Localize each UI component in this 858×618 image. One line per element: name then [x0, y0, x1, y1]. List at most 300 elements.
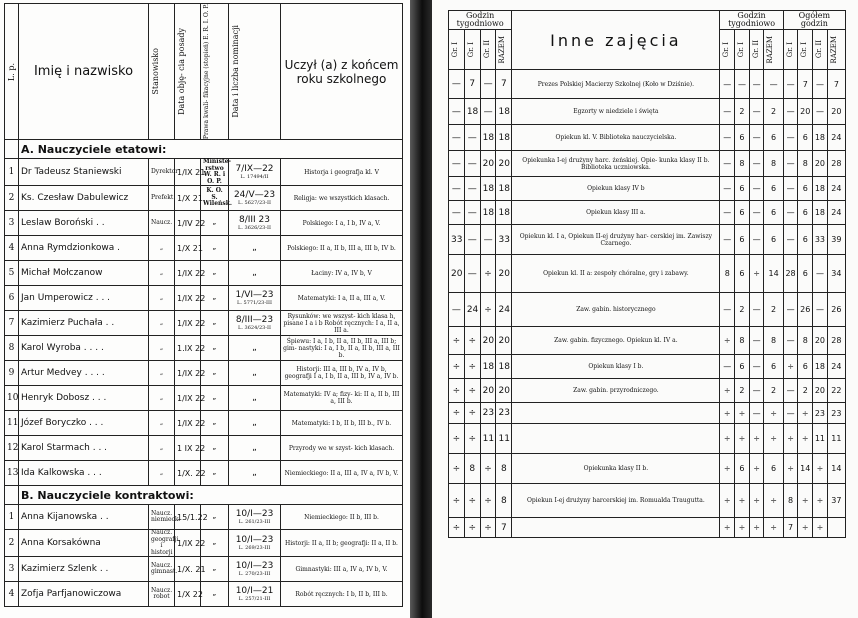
hours-row — [449, 125, 846, 151]
hours-row — [449, 255, 846, 293]
start-date: 1/X. 21 — [175, 557, 201, 582]
hours-cell-h: 6 — [764, 454, 783, 484]
hours-cell-j: 6 — [798, 177, 813, 201]
sub-header-left-1 — [464, 30, 480, 70]
nomination-number: L. 257/21-III — [238, 595, 271, 602]
hours-cell-h: ÷ — [764, 518, 783, 538]
hours-cell-g: — — [749, 379, 764, 403]
hours-cell-e: — — [720, 125, 735, 151]
nomination-date: „ — [252, 367, 257, 378]
sub-header-mid-2-label: Gr. II — [751, 40, 760, 59]
hours-row — [449, 327, 846, 355]
nomination-number: L. 17494/II — [240, 173, 269, 180]
hours-cell-i: — — [783, 151, 798, 177]
hours-cell-l: 28 — [827, 151, 845, 177]
table-row — [5, 159, 403, 186]
teacher-position: „ — [149, 361, 175, 386]
nomination-cell — [229, 505, 281, 530]
hours-cell-j: 6 — [798, 125, 813, 151]
activity-description: Opiekun kl. I a, Opiekun II-ej drużyny har- cerskiej im. Zawiszy Czarnego. — [512, 225, 720, 255]
hours-cell-i: — — [783, 327, 798, 355]
hours-cell-h: 6 — [764, 225, 783, 255]
teacher-position: „ — [149, 436, 175, 461]
hours-cell-k: — — [813, 70, 828, 99]
hours-cell-l: 34 — [827, 255, 845, 293]
nomination-cell — [229, 236, 281, 261]
hours-cell-b: ÷ — [464, 403, 480, 424]
row-number: 13 — [5, 461, 19, 486]
nomination-date: „ — [252, 342, 257, 353]
hours-cell-l: 23 — [827, 403, 845, 424]
nomination-date: 1/VI—23 — [235, 289, 274, 300]
hours-cell-i: — — [783, 225, 798, 255]
subjects-taught: Matematyki: I a, II a, III a, V. — [281, 286, 403, 311]
activity-description: Opiekun klasy IV b — [512, 177, 720, 201]
table-row — [5, 286, 403, 311]
hours-cell-a: — — [449, 293, 465, 327]
hours-cell-h: 2 — [764, 379, 783, 403]
hours-cell-k: 23 — [813, 403, 828, 424]
hours-cell-c: 23 — [480, 403, 496, 424]
hours-cell-b: — — [464, 177, 480, 201]
section-b-heading — [5, 486, 403, 505]
nomination-date: „ — [252, 242, 257, 253]
hours-cell-k: — — [813, 293, 828, 327]
hours-cell-d: 33 — [496, 225, 512, 255]
subjects-taught: Niemieckiego: II a, III a, IV a, IV b, V. — [281, 461, 403, 486]
subjects-taught: Polskiego: I a, I b, IV a, V. — [281, 211, 403, 236]
hours-cell-a: ÷ — [449, 454, 465, 484]
hours-cell-g: — — [749, 403, 764, 424]
teacher-name: Anna Kijanowska . . — [19, 505, 149, 530]
row-number: 3 — [5, 557, 19, 582]
sub-header-left-0 — [449, 30, 465, 70]
nomination-cell — [229, 411, 281, 436]
section-lp-cell — [5, 486, 19, 505]
hours-cell-e: — — [720, 355, 735, 379]
nomination-number: L. 3624/23-II — [238, 324, 271, 331]
hours-cell-h: 6 — [764, 355, 783, 379]
hours-cell-b: — — [464, 201, 480, 225]
sub-header-left-2-label: Gr. II — [482, 40, 491, 59]
hours-cell-f: 2 — [735, 293, 750, 327]
hours-cell-h: 8 — [764, 327, 783, 355]
hours-cell-f: 8 — [735, 327, 750, 355]
hours-cell-b: — — [464, 151, 480, 177]
row-number: 7 — [5, 311, 19, 336]
hours-cell-b: ÷ — [464, 518, 480, 538]
hours-cell-c: 20 — [480, 151, 496, 177]
hours-row — [449, 518, 846, 538]
hours-cell-l: 24 — [827, 201, 845, 225]
activity-description — [512, 424, 720, 454]
hours-cell-l: 22 — [827, 379, 845, 403]
activity-description: Zaw. gabin. historycznego — [512, 293, 720, 327]
hours-cell-a: 33 — [449, 225, 465, 255]
qualification: „ — [201, 411, 229, 436]
hours-cell-e: — — [720, 70, 735, 99]
hours-cell-g: — — [749, 151, 764, 177]
hours-cell-c: 20 — [480, 327, 496, 355]
qualification: „ — [201, 261, 229, 286]
hours-cell-f: 6 — [735, 454, 750, 484]
teacher-position: Naucz. niemieck. — [149, 505, 175, 530]
hours-cell-d: 18 — [496, 99, 512, 125]
activity-description: Opiekun kl. V. Biblioteka nauczycielska. — [512, 125, 720, 151]
row-number: 2 — [5, 186, 19, 211]
hours-cell-d: 8 — [496, 454, 512, 484]
hours-cell-g: — — [749, 70, 764, 99]
header-data-objecia: Data obję- cia posady — [175, 4, 201, 140]
row-number: 1 — [5, 505, 19, 530]
table-row — [5, 582, 403, 607]
hours-cell-d: 20 — [496, 151, 512, 177]
section-title: B. Nauczyciele kontraktowi: — [19, 486, 403, 505]
hours-cell-k: 18 — [813, 201, 828, 225]
teacher-name: Henryk Dobosz . . . — [19, 386, 149, 411]
teachers-table — [4, 3, 403, 607]
hours-cell-k: 18 — [813, 355, 828, 379]
nomination-number: L. 5771/23-III — [237, 299, 272, 306]
hours-cell-i: 28 — [783, 255, 798, 293]
sub-header-right-3 — [827, 30, 845, 70]
hours-cell-f: 2 — [735, 379, 750, 403]
nomination-date: 8/III 23 — [238, 214, 271, 225]
sub-header-right-0-label: Gr. I — [785, 41, 794, 58]
hours-cell-j: 6 — [798, 355, 813, 379]
hours-cell-g: ÷ — [749, 255, 764, 293]
header-prawa: Prawa kwali- fikacyjne (stopień) E. R. I. O. P. — [201, 4, 229, 140]
hours-row — [449, 70, 846, 99]
subjects-taught: Polskiego: II a, II b, III a, III b, IV b. — [281, 236, 403, 261]
nomination-date: „ — [252, 392, 257, 403]
teacher-name: Karol Wyroba . . . . — [19, 336, 149, 361]
nomination-date: „ — [252, 442, 257, 453]
hours-cell-g: — — [749, 293, 764, 327]
hours-cell-d: 18 — [496, 355, 512, 379]
nomination-number: L. 269/23-III — [238, 544, 271, 551]
start-date: 1 IX 22 — [175, 436, 201, 461]
hours-cell-i: — — [783, 99, 798, 125]
row-number: 3 — [5, 211, 19, 236]
qualification: Ministe- rstwo W. R. i O. P. — [201, 159, 229, 186]
hours-row — [449, 379, 846, 403]
hours-row — [449, 403, 846, 424]
nomination-date: 10/I—21 — [235, 585, 274, 596]
hours-cell-g: — — [749, 177, 764, 201]
teacher-name: Leslaw Boroński . . — [19, 211, 149, 236]
hours-cell-l: 14 — [827, 454, 845, 484]
hours-cell-c: 18 — [480, 125, 496, 151]
sub-header-mid-2 — [749, 30, 764, 70]
header-godzin-tyg-2: Godzin tygodniowo — [720, 11, 783, 30]
hours-cell-i: ÷ — [783, 355, 798, 379]
hours-cell-j: 20 — [798, 99, 813, 125]
teacher-position: Naucz. gimnast. — [149, 557, 175, 582]
start-date: 1/IX 22 — [175, 311, 201, 336]
nomination-number: L. 5627/23-II — [238, 199, 271, 206]
teacher-position: Naucz. geografji i historji — [149, 530, 175, 557]
activity-description: Opiekun kl. II a: zespoły chóralne, gry i zabawy. — [512, 255, 720, 293]
hours-cell-e: ÷ — [720, 484, 735, 518]
qualification: „ — [201, 461, 229, 486]
hours-cell-c: 11 — [480, 424, 496, 454]
subjects-taught: Historji: III a, III b, IV a, IV b, geografji I a, I b, II a, III b, IV a, IV b. — [281, 361, 403, 386]
teacher-position: Naucz. robot — [149, 582, 175, 607]
qualification: K. O. S. Wileńsk. — [201, 186, 229, 211]
hours-cell-l: 26 — [827, 293, 845, 327]
subjects-taught: Historja i geografja kl. V — [281, 159, 403, 186]
row-number: 8 — [5, 336, 19, 361]
hours-cell-e: ÷ — [720, 379, 735, 403]
hours-cell-d: 23 — [496, 403, 512, 424]
hours-cell-a: ÷ — [449, 327, 465, 355]
sub-header-left-3-label: RAZEM — [498, 35, 507, 64]
hours-cell-b: 24 — [464, 293, 480, 327]
sub-header-right-2 — [813, 30, 828, 70]
teacher-name: Józef Boryczko . . . — [19, 411, 149, 436]
hours-cell-a: — — [449, 201, 465, 225]
qualification: „ — [201, 530, 229, 557]
sub-header-right-1-label: Gr. I — [800, 41, 809, 58]
header-stanowisko: Stanowisko — [149, 4, 175, 140]
subjects-taught: Matematyki: IV a; fizy- ki: II a, II b, III a, III b. — [281, 386, 403, 411]
hours-cell-g: ÷ — [749, 424, 764, 454]
nomination-date: 7/IX—22 — [235, 163, 274, 174]
table-row — [5, 557, 403, 582]
table-row — [5, 436, 403, 461]
hours-cell-e: — — [720, 293, 735, 327]
nomination-cell — [229, 159, 281, 186]
header-ogolem: Ogółem godzin — [783, 11, 845, 30]
table-row — [5, 411, 403, 436]
teacher-name: Ida Kalkowska . . . — [19, 461, 149, 486]
nomination-date: 8/III—23 — [235, 314, 274, 325]
qualification: „ — [201, 311, 229, 336]
nomination-cell — [229, 530, 281, 557]
hours-cell-a: ÷ — [449, 403, 465, 424]
table-row — [5, 211, 403, 236]
hours-cell-l — [827, 518, 845, 538]
start-date: 1/IX 22 — [175, 361, 201, 386]
hours-cell-a: — — [449, 70, 465, 99]
hours-cell-l: 24 — [827, 177, 845, 201]
hours-cell-g: — — [749, 99, 764, 125]
hours-cell-i: ÷ — [783, 454, 798, 484]
nomination-date: 10/I—23 — [235, 534, 274, 545]
teacher-name: Dr Tadeusz Staniewski — [19, 159, 149, 186]
table-row — [5, 336, 403, 361]
hours-cell-h: 8 — [764, 151, 783, 177]
nomination-number: L. 3626/23-II — [238, 224, 271, 231]
nomination-cell — [229, 582, 281, 607]
hours-cell-e: — — [720, 99, 735, 125]
hours-cell-f: ÷ — [735, 424, 750, 454]
teacher-name: Anna Rymdzionkowa . — [19, 236, 149, 261]
hours-cell-f: ÷ — [735, 518, 750, 538]
start-date: 1/X 21 — [175, 186, 201, 211]
hours-cell-j: 26 — [798, 293, 813, 327]
sub-header-right-1 — [798, 30, 813, 70]
hours-cell-e: — — [720, 225, 735, 255]
hours-cell-c: 20 — [480, 379, 496, 403]
hours-cell-b: — — [464, 125, 480, 151]
subjects-taught: Przyrody we w szyst- kich klasach. — [281, 436, 403, 461]
table-row — [5, 461, 403, 486]
hours-cell-g: — — [749, 125, 764, 151]
row-number: 9 — [5, 361, 19, 386]
hours-cell-k: 20 — [813, 379, 828, 403]
qualification: „ — [201, 286, 229, 311]
subjects-taught: Religja: we wszystkich klasach. — [281, 186, 403, 211]
header-uczyl: Uczył (a) z końcem roku szkolnego — [281, 4, 403, 140]
hours-cell-i: — — [783, 403, 798, 424]
hours-cell-k: 20 — [813, 327, 828, 355]
hours-cell-a: ÷ — [449, 518, 465, 538]
hours-cell-a: ÷ — [449, 424, 465, 454]
teacher-position: „ — [149, 261, 175, 286]
header-name: Imię i nazwisko — [19, 4, 149, 140]
start-date: 1/IX 21 — [175, 159, 201, 186]
qualification: „ — [201, 361, 229, 386]
table-row — [5, 386, 403, 411]
hours-row — [449, 225, 846, 255]
row-number: 4 — [5, 236, 19, 261]
teacher-position: „ — [149, 461, 175, 486]
hours-cell-i: ÷ — [783, 424, 798, 454]
activity-description — [512, 403, 720, 424]
qualification: „ — [201, 436, 229, 461]
qualification: „ — [201, 505, 229, 530]
nomination-cell — [229, 311, 281, 336]
start-date: 1/IX 22 — [175, 411, 201, 436]
hours-cell-j: 8 — [798, 327, 813, 355]
sub-header-right-0 — [783, 30, 798, 70]
start-date: 1/X 21 — [175, 236, 201, 261]
hours-cell-c: ÷ — [480, 293, 496, 327]
hours-cell-i: — — [783, 70, 798, 99]
hours-cell-g: ÷ — [749, 484, 764, 518]
header-lp: L. p. — [5, 4, 19, 140]
hours-cell-b: ÷ — [464, 355, 480, 379]
sub-header-mid-1 — [735, 30, 750, 70]
nomination-cell — [229, 436, 281, 461]
hours-cell-k: ÷ — [813, 454, 828, 484]
hours-cell-c: ÷ — [480, 518, 496, 538]
hours-cell-c: 18 — [480, 355, 496, 379]
start-date: 1/X. 22 — [175, 461, 201, 486]
row-number: 12 — [5, 436, 19, 461]
activity-description: Zaw. gabin. fizycznego. Opiekun kl. IV a. — [512, 327, 720, 355]
hours-cell-k: — — [813, 99, 828, 125]
hours-cell-j: 8 — [798, 151, 813, 177]
start-date: 1.IX 22 — [175, 336, 201, 361]
sub-header-mid-1-label: Gr. I — [737, 41, 746, 58]
hours-row — [449, 99, 846, 125]
subjects-taught: Robót ręcznych: I b, II b, III b. — [281, 582, 403, 607]
hours-cell-b: 18 — [464, 99, 480, 125]
hours-cell-b: — — [464, 225, 480, 255]
hours-cell-c: 18 — [480, 177, 496, 201]
hours-cell-k: — — [813, 255, 828, 293]
subjects-taught: Matematyki: I b, II b, III b., IV b. — [281, 411, 403, 436]
header-inne-zajecia: Inne zajęcia — [512, 11, 720, 70]
hours-cell-j: ÷ — [798, 484, 813, 518]
hours-cell-c: — — [480, 225, 496, 255]
sub-header-left-0-label: Gr. I — [451, 41, 459, 58]
section-a-heading — [5, 140, 403, 159]
hours-cell-h: 6 — [764, 201, 783, 225]
table-row — [5, 186, 403, 211]
teacher-position: „ — [149, 311, 175, 336]
hours-cell-g: — — [749, 355, 764, 379]
hours-cell-j: 6 — [798, 255, 813, 293]
nomination-cell — [229, 211, 281, 236]
nomination-cell — [229, 461, 281, 486]
sub-header-mid-3 — [764, 30, 783, 70]
book-gutter — [410, 0, 432, 618]
hours-cell-g: ÷ — [749, 518, 764, 538]
hours-cell-d: 7 — [496, 518, 512, 538]
nomination-number: L. 270/23-III — [238, 570, 271, 577]
activity-description: Opiekun I-ej drużyny harcerskiej im. Romualda Traugutta. — [512, 484, 720, 518]
activity-description: Opiekunka I-ej drużyny harc. żeńskiej. Opie- kunka klasy II b. Biblioteka uczniowska. — [512, 151, 720, 177]
sub-header-mid-0-label: Gr. I — [722, 41, 731, 58]
teacher-name: Karol Starmach . . . — [19, 436, 149, 461]
hours-cell-f: 6 — [735, 255, 750, 293]
left-page — [0, 0, 410, 618]
hours-row — [449, 454, 846, 484]
hours-row — [449, 177, 846, 201]
hours-cell-g: ÷ — [749, 454, 764, 484]
hours-cell-j: 7 — [798, 70, 813, 99]
hours-cell-i: — — [783, 125, 798, 151]
nomination-number: L. 261/23-III — [238, 518, 271, 525]
teacher-position: Prefekt — [149, 186, 175, 211]
activity-description: Opiekun klasy I b. — [512, 355, 720, 379]
qualification: „ — [201, 211, 229, 236]
activity-description: Prezes Polskiej Macierzy Szkolnej (Koło w Dziśnie). — [512, 70, 720, 99]
hours-cell-l: 28 — [827, 327, 845, 355]
hours-cell-k: 18 — [813, 125, 828, 151]
hours-cell-h: 14 — [764, 255, 783, 293]
sub-header-right-3-label: RAZEM — [829, 35, 838, 64]
row-number: 2 — [5, 530, 19, 557]
table-row — [5, 505, 403, 530]
hours-cell-i: — — [783, 379, 798, 403]
nomination-date: „ — [252, 267, 257, 278]
hours-cell-b: — — [464, 255, 480, 293]
nomination-cell — [229, 361, 281, 386]
start-date: 1/IX 22 — [175, 261, 201, 286]
teacher-position: „ — [149, 286, 175, 311]
table-row — [5, 311, 403, 336]
nomination-cell — [229, 286, 281, 311]
hours-cell-j: 6 — [798, 201, 813, 225]
subjects-taught: Rysunków: we wszyst- kich klasa h, pisane I a i b Robót ręcznych: I a, II a, III a. — [281, 311, 403, 336]
hours-cell-k: 20 — [813, 151, 828, 177]
hours-cell-i: — — [783, 177, 798, 201]
hours-cell-d: 24 — [496, 293, 512, 327]
hours-cell-c: ÷ — [480, 484, 496, 518]
teacher-name: Ks. Czesław Dabulewicz — [19, 186, 149, 211]
hours-cell-h: 6 — [764, 177, 783, 201]
nomination-date: 24/V—23 — [233, 189, 276, 200]
teacher-name: Zofja Parfjanowiczowa — [19, 582, 149, 607]
hours-cell-c: 18 — [480, 201, 496, 225]
hours-cell-d: 20 — [496, 255, 512, 293]
hours-cell-l: 39 — [827, 225, 845, 255]
